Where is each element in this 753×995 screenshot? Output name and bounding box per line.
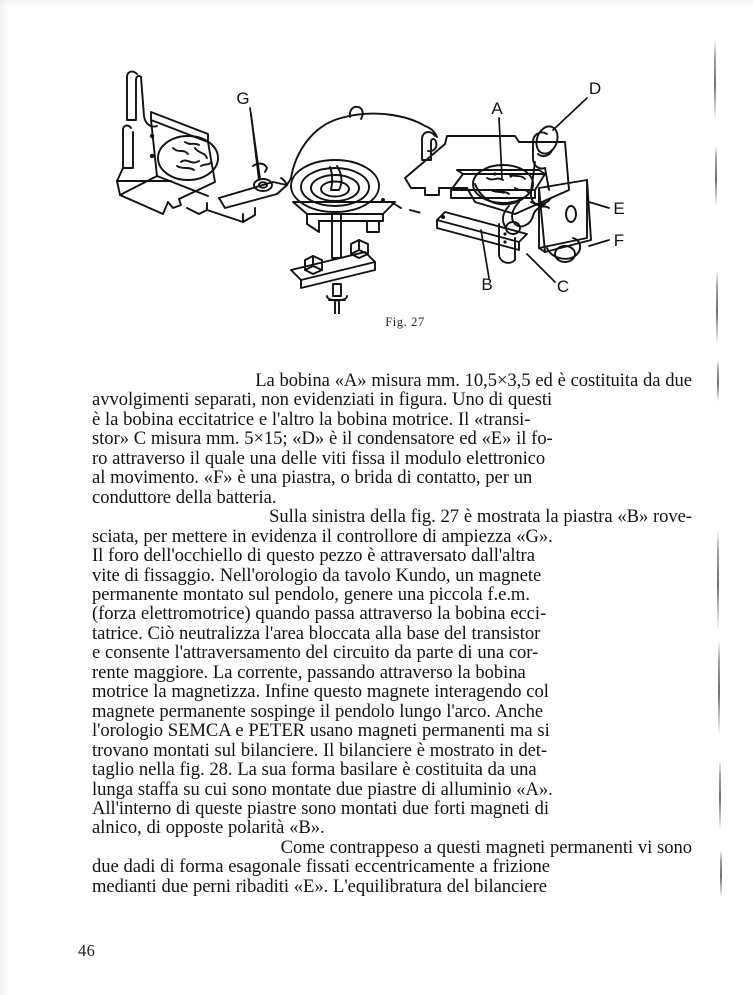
page-top-shadow [0, 0, 753, 8]
paragraph-2 [92, 507, 692, 838]
body-text [92, 371, 692, 896]
page-number: 46 [78, 941, 96, 960]
figure-label-F: F [613, 231, 625, 250]
text-line: tatrice. Ciò neutralizza l'area bloccata alla base del transistor [92, 622, 541, 644]
text-line: lunga staffa su cui sono montate due piastre di alluminio «A». [92, 778, 553, 800]
text-line: taglio nella fig. 28. La sua forma basilare è costituita da una [92, 759, 537, 781]
scan-artifact-streak [718, 640, 720, 735]
figure-caption: Fig. 27 [385, 315, 425, 329]
text-line: al movimento. «F» è una piastra, o brida di contatto, per un [92, 467, 533, 489]
text-line: Sulla sinistra della fig. 27 è mostrata la piastra «B» rove- [269, 506, 692, 528]
scan-artifact-streak [720, 850, 722, 898]
text-line: l'orologio SEMCA e PETER usano magneti permanenti ma si [92, 720, 550, 742]
figure-label-A: A [491, 99, 503, 118]
text-line: magnete permanente sospinge il pendolo lungo l'arco. Anche [92, 700, 544, 722]
scan-artifact-streak [715, 145, 717, 207]
text-line: è la bobina eccitatrice e l'altro la bobina motrice. Il «transi- [92, 408, 531, 430]
text-line: vite di fissaggio. Nell'orologio da tavolo Kundo, un magnete [92, 564, 542, 586]
paragraph-3 [92, 838, 692, 896]
text-line: sciata, per mettere in evidenza il controllore di ampiezza «G». [92, 525, 553, 547]
figure-label-B: B [481, 275, 493, 294]
text-line: All'interno di queste piastre sono montati due forti magneti di [92, 797, 549, 819]
text-line: trovano montati sul bilanciere. Il bilanciere è mostrato in det- [92, 739, 548, 761]
text-line: avvolgimenti separati, non evidenziati in figura. Uno di questi [92, 389, 553, 411]
scan-artifact-streak [719, 760, 721, 830]
scan-artifact-streak [717, 360, 719, 402]
scan-artifact-streak [717, 530, 719, 630]
text-line: La bobina «A» misura mm. 10,5×3,5 ed è costituita da due [255, 370, 692, 391]
text-line: (forza elettromotrice) quando passa attraverso la bobina ecci- [92, 603, 547, 625]
figure-line-drawing [95, 62, 635, 314]
figure-label-C: C [556, 277, 570, 296]
figure-label-E: E [613, 199, 625, 218]
text-line: medianti due perni ribaditi «E». L'equilibratura del bilanciere [92, 875, 547, 897]
page-left-shadow [0, 0, 10, 995]
paragraph-1 [92, 371, 692, 507]
text-line: stor» C misura mm. 5×15; «D» è il condensatore ed «E» il fo- [92, 428, 553, 450]
figure-label-G: G [236, 89, 250, 108]
text-line: rente maggiore. La corrente, passando attraverso la bobina [92, 661, 526, 683]
figure-label-D: D [588, 79, 602, 98]
text-line: e consente l'attraversamento del circuito da parte di una cor- [92, 642, 539, 664]
scan-artifact-streak [716, 270, 718, 345]
text-line: alnico, di opposte polarità «B». [92, 817, 325, 839]
text-line: Il foro dell'occhiello di questo pezzo è attraversato dall'altra [92, 545, 535, 567]
text-line: ro attraverso il quale una delle viti fissa il modulo elettronico [92, 447, 546, 469]
figure-27 [95, 62, 655, 352]
text-line: Come contrappeso a questi magneti permanenti vi sono [280, 836, 692, 858]
text-line: due dadi di forma esagonale fissati eccentricamente a frizione [92, 856, 550, 878]
text-line: permanente montato sul pendolo, genere una piccola f.e.m. [92, 583, 530, 605]
text-line: conduttore della batteria. [92, 486, 277, 508]
text-line: motrice la magnetizza. Infine questo magnete interagendo col [92, 681, 549, 703]
scan-artifact-streak [714, 40, 716, 120]
